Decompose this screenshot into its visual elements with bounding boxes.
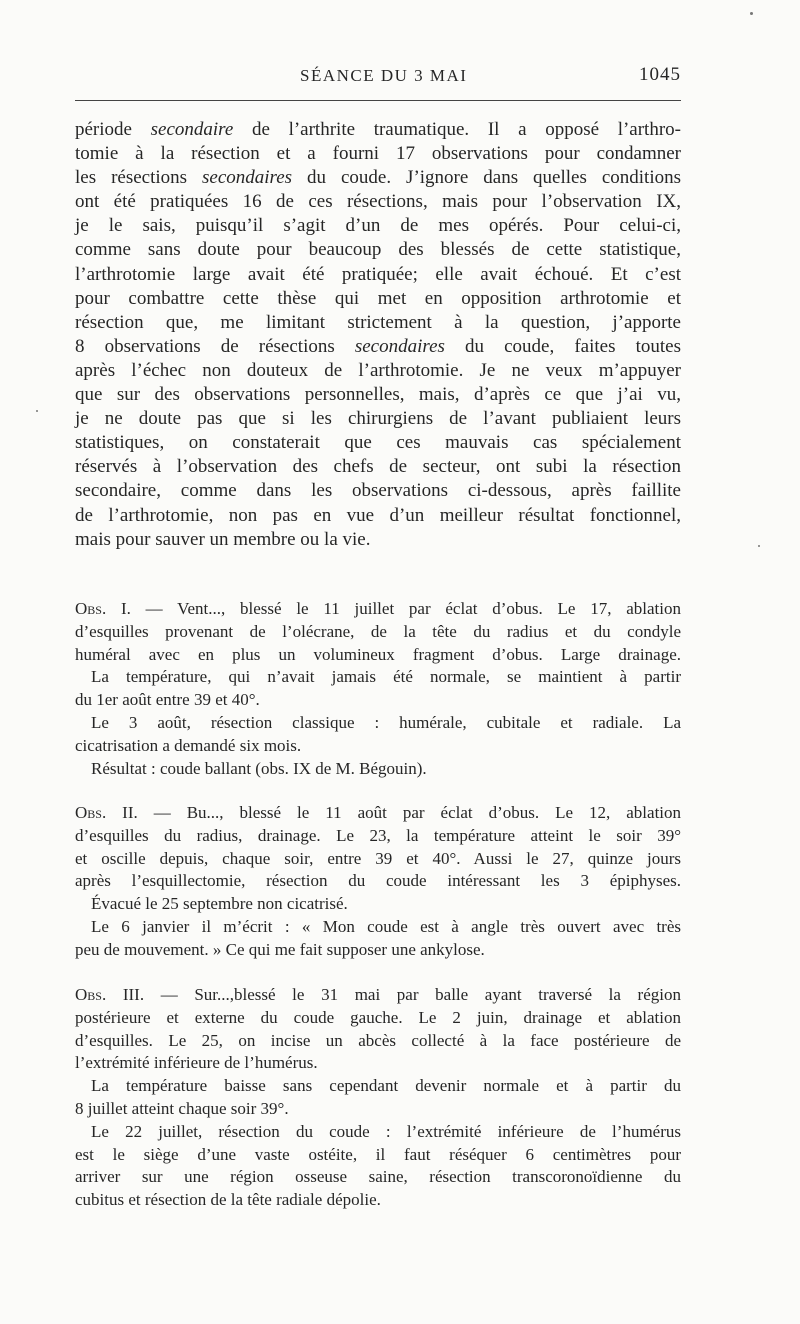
obs-line: l’extrémité inférieure de l’humérus. xyxy=(75,1053,318,1073)
text-line: ont été pratiquées 16 de ces résections, mais pour l’observation IX, xyxy=(75,191,681,213)
obs-line: Le 22 juillet, résection du coude : l’extrémité inférieure de l’humérus xyxy=(91,1121,681,1141)
text-line: comme sans doute pour beaucoup des blessés de cette statistique, xyxy=(75,239,681,261)
text-line: 8 observations de résections secondaires du coude, faites toutes xyxy=(75,335,681,357)
obs-line: Obs. III. — Sur...,blessé le 31 mai par balle ayant traversé la région xyxy=(75,985,681,1004)
text-line: pour combattre cette thèse qui met en opposition arthrotomie et xyxy=(75,287,681,309)
obs-line: Évacué le 25 septembre non cicatrisé. xyxy=(91,894,348,914)
text-line: période secondaire de l’arthrite traumatique. Il a opposé l’arthro- xyxy=(75,119,681,140)
obs-line: huméral avec en plus un volumineux fragment d’obus. Large drainage. xyxy=(75,644,681,664)
obs-line: Résultat : coude ballant (obs. IX de M. Bégouin). xyxy=(91,758,427,778)
text-line: statistiques, on constaterait que ces mauvais cas spécialement xyxy=(75,432,681,454)
obs-line: et oscille depuis, chaque soir, entre 39 et 40°. Aussi le 27, quinze jours xyxy=(75,848,681,868)
observation-3 xyxy=(75,984,681,1212)
obs-line: Obs. I. — Vent..., blessé le 11 juillet par éclat d’obus. Le 17, ablation xyxy=(75,599,681,618)
text-line: résection que, me limitant strictement à la question, j’apporte xyxy=(75,311,681,333)
text-line: secondaire, comme dans les observations ci-dessous, après faillite xyxy=(75,480,681,502)
obs-line: d’esquilles provenant de l’olécrane, de la tête du radius et du condyle xyxy=(75,621,681,641)
obs-line: La température, qui n’avait jamais été normale, se maintient à partir xyxy=(91,667,681,687)
obs-line: peu de mouvement. » Ce qui me fait supposer une ankylose. xyxy=(75,939,485,959)
obs-line: cicatrisation a demandé six mois. xyxy=(75,735,302,755)
obs-line: La température baisse sans cependant devenir normale et à partir du xyxy=(91,1076,681,1096)
obs-line: cubitus et résection de la tête radiale dépolie. xyxy=(75,1190,381,1210)
obs-label: Obs. II. xyxy=(75,803,138,822)
text-line: les résections secondaires du coude. J’ignore dans quelles conditions xyxy=(75,167,682,189)
obs-line: 8 juillet atteint chaque soir 39°. xyxy=(75,1098,289,1118)
obs-label: Obs. I. xyxy=(75,599,131,618)
page-number: 1045 xyxy=(639,64,681,85)
text-line: tomie à la résection et a fourni 17 observations pour condamner xyxy=(75,143,681,165)
obs-line: arriver sur une région osseuse saine, résection transcoronoïdienne du xyxy=(75,1167,681,1187)
text-line: mais pour sauver un membre ou la vie. xyxy=(75,528,371,550)
obs-line: Le 3 août, résection classique : humérale, cubitale et radiale. La xyxy=(91,712,681,732)
scan-speck xyxy=(36,410,38,412)
text-line: après l’échec non douteux de l’arthrotomie. Je ne veux m’appuyer xyxy=(75,359,681,381)
text-line: de l’arthrotomie, non pas en vue d’un meilleur résultat fonctionnel, xyxy=(75,504,681,526)
obs-line: Obs. II. — Bu..., blessé le 11 août par éclat d’obus. Le 12, ablation xyxy=(75,803,682,822)
scan-speck xyxy=(750,12,753,15)
observation-1 xyxy=(75,598,681,780)
obs-line: d’esquilles. Le 25, on incise un abcès collecté à la face postérieure de xyxy=(75,1030,681,1050)
observation-2 xyxy=(75,802,681,962)
obs-line: après l’esquillectomie, résection du coude intéressant les 3 épiphyses. xyxy=(75,871,681,891)
scan-speck xyxy=(758,545,760,547)
header-rule xyxy=(75,100,681,101)
obs-line: du 1er août entre 39 et 40°. xyxy=(75,690,260,710)
running-title: SÉANCE DU 3 MAI xyxy=(300,66,468,85)
obs-line: postérieure et externe du coude gauche. Le 2 juin, drainage et ablation xyxy=(75,1007,681,1027)
obs-line: Le 6 janvier il m’écrit : « Mon coude est à angle très ouvert avec très xyxy=(91,916,681,936)
text-line: je ne doute pas que si les chirurgiens de l’avant publiaient leurs xyxy=(75,408,681,430)
main-paragraph xyxy=(75,118,681,552)
text-line: que sur des observations personnelles, mais, d’après ce que j’ai vu, xyxy=(75,384,681,406)
running-header xyxy=(75,62,681,92)
text-line: je le sais, puisqu’il s’agit d’un de mes opérés. Pour celui-ci, xyxy=(75,215,681,237)
obs-label: Obs. III. xyxy=(75,985,145,1004)
obs-line: est le siège d’une vaste ostéite, il faut réséquer 6 centimètres pour xyxy=(75,1144,681,1164)
text-line: réservés à l’observation des chefs de secteur, ont subi la résection xyxy=(75,456,681,478)
obs-line: d’esquilles du radius, drainage. Le 23, la température atteint le soir 39° xyxy=(75,825,681,845)
text-line: l’arthrotomie large avait été pratiquée; elle avait échoué. Et c’est xyxy=(75,263,681,285)
